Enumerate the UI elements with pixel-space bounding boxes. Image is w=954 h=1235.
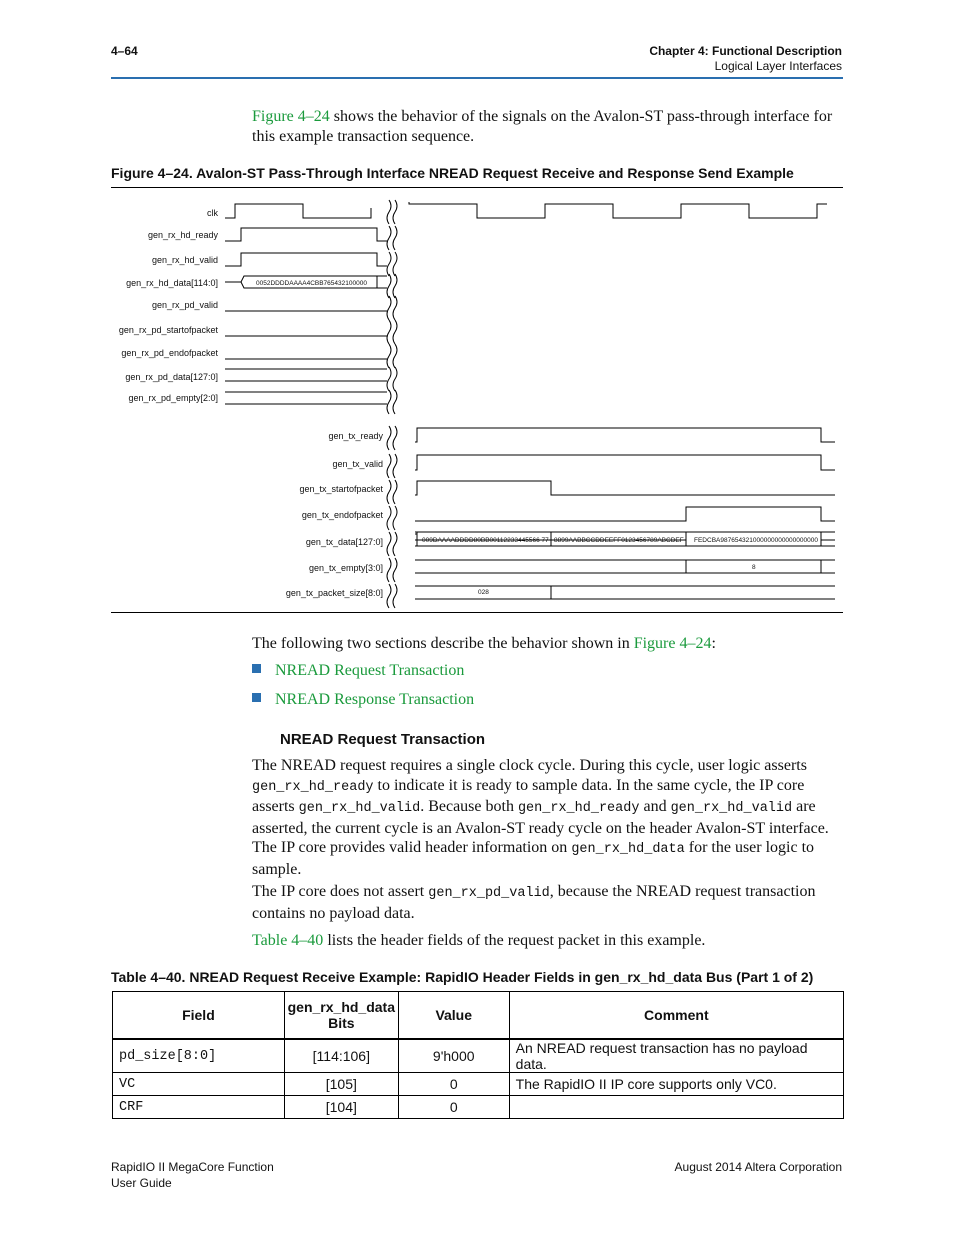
column-header: Field (113, 992, 285, 1040)
signal-label: gen_rx_pd_empty[2:0] (128, 393, 218, 403)
chapter-title: Chapter 4: Functional Description (649, 44, 842, 58)
bus-value: 009DAAAADDDD80BB00112233445566 77 (422, 537, 549, 544)
header-fields-table (112, 991, 844, 1119)
description-paragraph: The following two sections describe the behavior shown in Figure 4–24: (252, 635, 716, 652)
body-paragraph: The NREAD request requires a single clock cycle. During this cycle, user logic asserts gen_rx_hd_ready to indicate it is ready to sample data. In the same cycle, the IP core asserts gen_rx_hd_valid. Because both gen_rx_hd_ready and gen_rx_hd_valid are asserted, the current cycle is an Avalon-ST ready cycle on the header Avalon-ST interface. The IP core provides valid header information on gen_rx_hd_data for the user logic to sample. (252, 757, 829, 878)
signal-label: gen_tx_data[127:0] (305, 537, 383, 547)
signal-label: gen_tx_startofpacket (299, 484, 383, 494)
bus-value: 028 (478, 589, 489, 596)
signal-label: gen_rx_hd_data[114:0] (126, 278, 218, 288)
signal-label: clk (207, 208, 218, 218)
column-header: Comment (509, 992, 843, 1040)
body-paragraph: Table 4–40 lists the header fields of the request packet in this example. (252, 932, 706, 949)
signal-label: gen_tx_valid (332, 459, 383, 469)
footer-doc: User Guide (111, 1176, 172, 1190)
table-caption: Table 4–40. NREAD Request Receive Example: RapidIO Header Fields in gen_rx_hd_data Bus (Part 1 of 2) (111, 969, 814, 985)
table-row: pd_size[8:0] [114:106] 9'h000 An NREAD request transaction has no payload data. (113, 1039, 844, 1073)
figure-caption: Figure 4–24. Avalon-ST Pass-Through Interface NREAD Request Receive and Response Send Example (111, 165, 794, 181)
column-header: Value (398, 992, 509, 1040)
page-number: 4–64 (111, 44, 138, 58)
section-link[interactable]: NREAD Response Transaction (275, 691, 475, 708)
header-rule (111, 77, 843, 79)
bus-value: 0052DDDDAAAA4CBB765432100000 (256, 280, 367, 287)
signal-label: gen_rx_hd_ready (147, 230, 218, 240)
body-paragraph: The IP core does not assert gen_rx_pd_valid, because the NREAD request transaction contains no payload data. (252, 883, 816, 922)
signal-label: gen_rx_pd_data[127:0] (125, 372, 218, 382)
signal-label: gen_tx_empty[3:0] (308, 563, 383, 573)
signal-label: gen_tx_packet_size[8:0] (285, 588, 383, 598)
footer-date-company: August 2014 Altera Corporation (674, 1160, 842, 1174)
column-header: gen_rx_hd_data Bits (284, 992, 398, 1040)
footer-product: RapidIO II MegaCore Function (111, 1160, 274, 1174)
intro-text: shows the behavior of the signals on the Avalon-ST pass-through interface for this example transaction sequence. (252, 108, 833, 145)
bullet-item (252, 662, 464, 680)
signal-label: gen_rx_pd_startofpacket (118, 325, 218, 335)
figure-rule-bottom (111, 612, 843, 613)
bus-value: 8 (752, 564, 756, 571)
signal-label: gen_rx_hd_valid (151, 255, 218, 265)
table-link[interactable]: Table 4–40 (252, 932, 324, 949)
figure-link[interactable]: Figure 4–24 (252, 108, 330, 125)
timing-waveform (111, 192, 843, 610)
section-link[interactable]: NREAD Request Transaction (275, 662, 465, 679)
signal-label: gen_tx_ready (328, 431, 383, 441)
bus-value: FEDCBA987654321000000000000000000 (694, 537, 818, 544)
bus-value: 8899AABBCCDDEEFF0123456789ABCDEF (554, 537, 684, 544)
table-row: CRF [104] 0 (113, 1096, 844, 1119)
bullet-square-icon (252, 693, 261, 702)
intro-paragraph (252, 107, 842, 146)
table-row: VC [105] 0 The RapidIO II IP core supports only VC0. (113, 1073, 844, 1096)
figure-rule-top (111, 187, 843, 188)
signal-label: gen_rx_pd_valid (151, 300, 218, 310)
signal-label: gen_tx_endofpacket (301, 510, 383, 520)
bullet-item (252, 691, 474, 709)
subsection-heading: NREAD Request Transaction (280, 731, 486, 748)
signal-label: gen_rx_pd_endofpacket (121, 348, 218, 358)
bullet-square-icon (252, 664, 261, 673)
figure-link[interactable]: Figure 4–24 (633, 635, 712, 652)
section-title: Logical Layer Interfaces (714, 59, 842, 73)
